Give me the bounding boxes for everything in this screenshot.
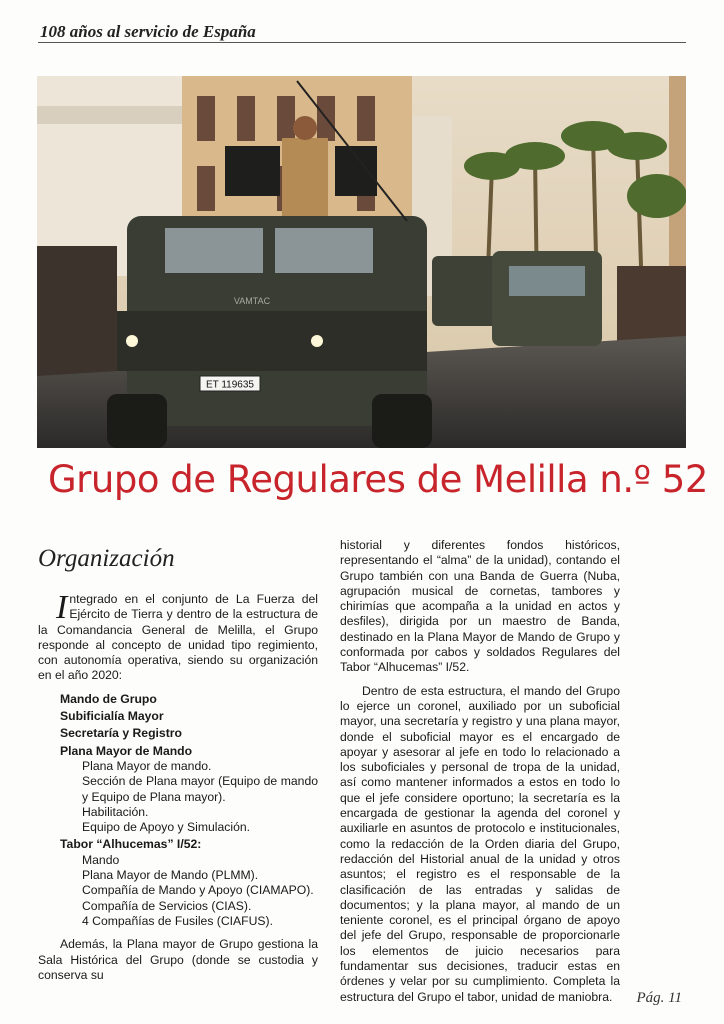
org-heading: Secretaría y Registro	[60, 726, 182, 741]
org-heading: Plana Mayor de Mando	[60, 743, 193, 758]
list-item: Compañía de Servicios (CIAS).	[82, 898, 252, 913]
list-item: 4 Compañías de Fusiles (CIAFUS).	[82, 913, 274, 928]
body-paragraph: historial y diferentes fondos históricos, representando el “alma” de la unidad), contando el Grupo también con una Banda de Guerra (Nuba, agrupación musical de cornetas, tambores y chirimías que acompaña a la unidad en actos y desfiles), dirigida por un maestro de Banda, destinado en la Plana Mayor de Mando de Grupo y conformada por cabos y soldados Regulares del Tabor “Alhucemas” I/52.	[340, 538, 620, 675]
list-item: Equipo de Apoyo y Simulación.	[82, 820, 251, 835]
body-paragraph: Dentro de esta estructura, el mando del Grupo lo ejerce un coronel, auxiliado por un suboficial mayor, una secretaría y registro y una plana mayor, donde el suboficial mayor es el encargado de apoyar y asesorar al jefe en todo lo relacionado a los suboficiales y personal de tropa de la unidad, así como mantener informados a estos en todo lo que el jefe considere oportuno; la secretaría es la encargada de gestionar la agenda del coronel y auxiliarle en asuntos de protocolo e institucionales, como la redacción de la Orden diaria del Grupo, redacción del Historial anual de la unidad y otros asuntos; el registro es el responsable de la clasificación de las entradas y salidas de documentos; y la plana mayor, al mando de un teniente coronel, es el principal órgano de apoyo del jefe del Grupo, responsable de proporcionarle los elementos de juicio necesarios para fundamentar sus decisiones, traducir estas en órdenes y velar por su cumplimiento. Completa la estructura del Grupo el tabor, unidad de maniobra.	[340, 683, 620, 1004]
license-plate: ET 119635	[205, 379, 255, 391]
list-item: Habilitación.	[82, 804, 149, 819]
header-divider	[38, 42, 686, 43]
org-heading: Subificialía Mayor	[60, 709, 164, 724]
page-number: Pág. 11	[636, 990, 682, 1006]
article-title: Grupo de Regulares de Melilla n.º 52	[48, 458, 708, 501]
parade-photo	[37, 76, 686, 448]
vehicle-brand: VAMTAC	[233, 296, 271, 306]
org-heading: Mando de Grupo	[60, 691, 157, 706]
intro-paragraph: Integrado en el conjunto de La Fuerza del Ejército de Tierra y dentro de la estructura de la Comandancia General de Melilla, el Grupo responde al concepto de unidad tipo regimiento, con autonomía operativa, siendo su organización en el año 2020:	[38, 589, 318, 683]
left-column	[38, 589, 318, 983]
list-item: Compañía de Mando y Apoyo (CIAMAPO).	[82, 883, 314, 898]
section-title: Organización	[38, 545, 175, 572]
organization-list	[60, 692, 318, 929]
list-item: Plana Mayor de Mando (PLMM).	[82, 868, 259, 883]
list-item: Mando	[82, 852, 120, 867]
closing-paragraph: Además, la Plana mayor de Grupo gestiona la Sala Histórica del Grupo (donde se custodia y conserva su	[38, 937, 318, 982]
right-column	[340, 538, 620, 1005]
list-item: Plana Mayor de mando.	[82, 758, 212, 773]
org-heading: Tabor “Alhucemas” I/52:	[60, 837, 202, 852]
list-item: Sección de Plana mayor (Equipo de mando y Equipo de Plana mayor).	[82, 774, 318, 804]
running-header: 108 años al servicio de España	[40, 22, 256, 41]
